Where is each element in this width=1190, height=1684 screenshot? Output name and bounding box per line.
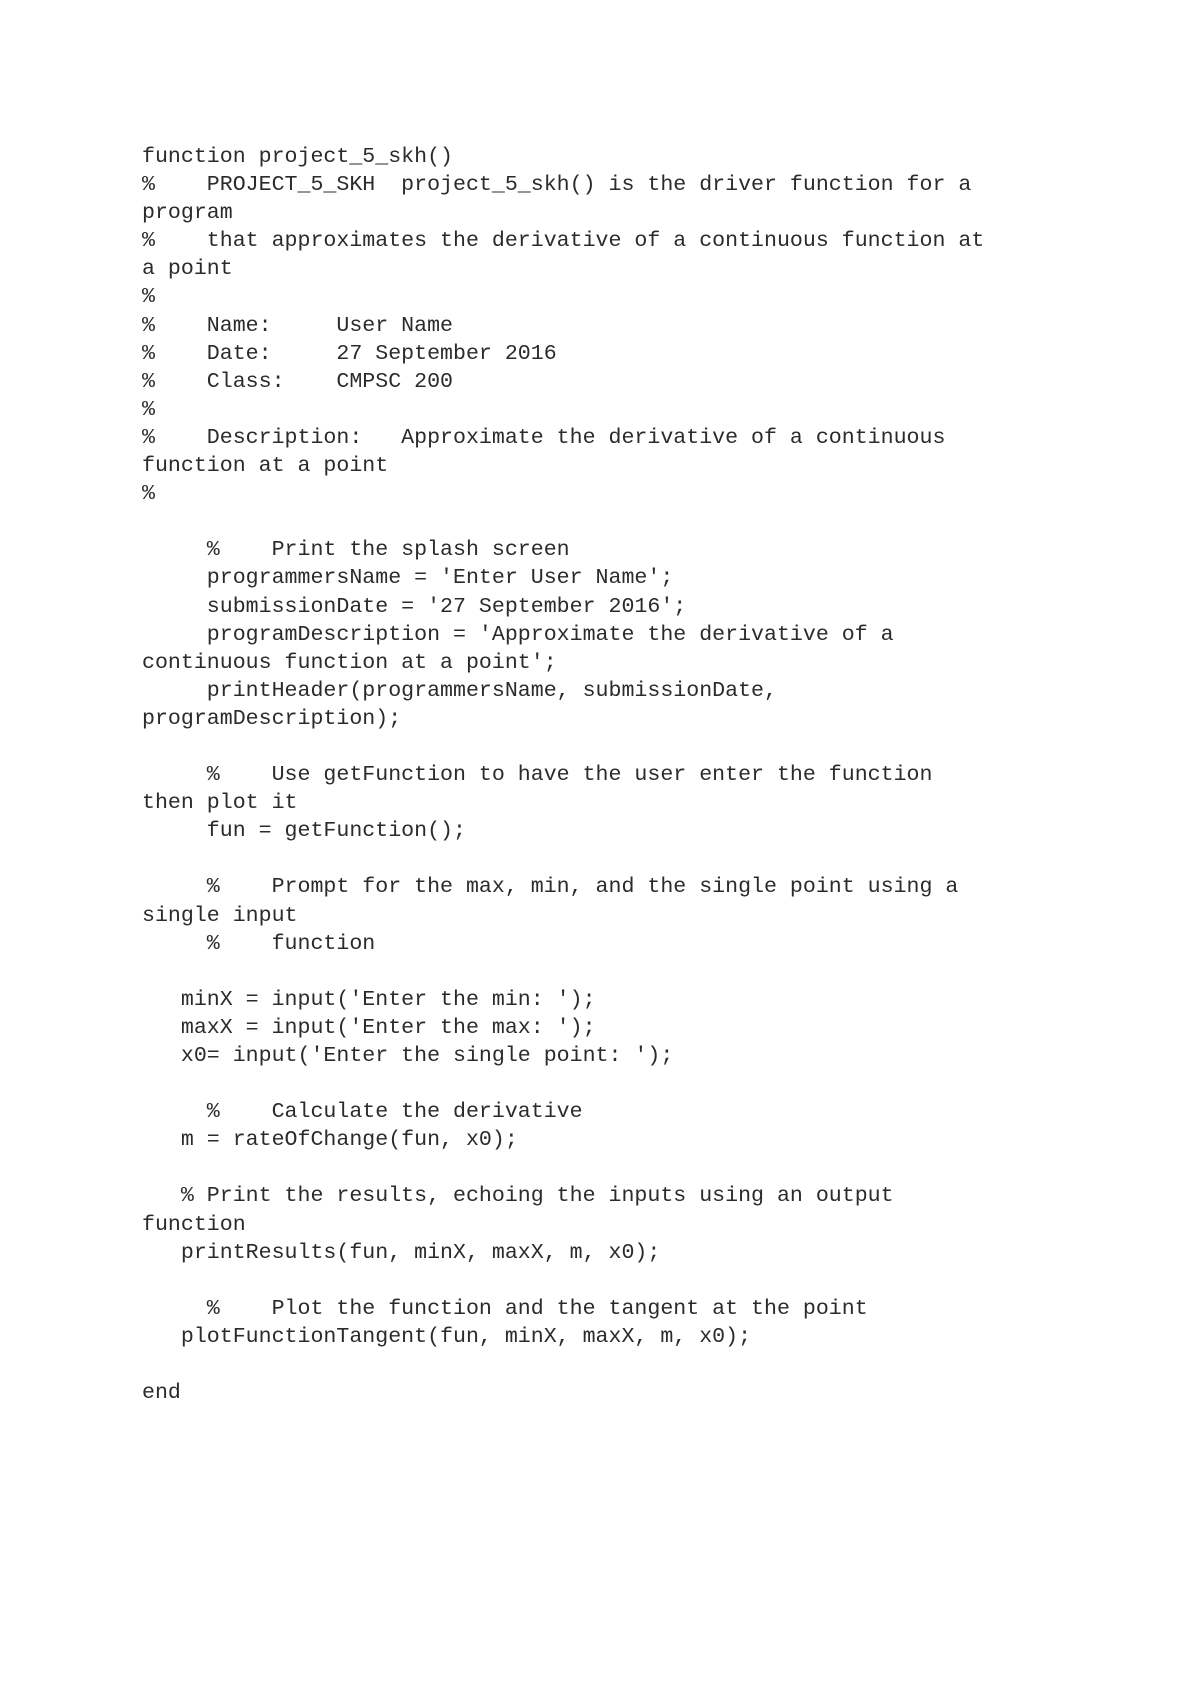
code-line: % Name: User Name — [142, 313, 454, 338]
code-line: % Print the splash screen — [142, 538, 570, 563]
code-line: % Prompt for the max, min, and the single point using a — [142, 875, 959, 900]
code-line: minX = input('Enter the min: '); — [142, 987, 596, 1012]
code-line: function at a point — [142, 454, 389, 479]
code-line: % Plot the function and the tangent at the point — [142, 1296, 868, 1321]
code-line: % PROJECT_5_SKH project_5_skh() is the driver function for a — [142, 173, 972, 198]
code-line — [142, 1154, 1072, 1182]
code-line: % — [142, 482, 155, 507]
code-line: % Class: CMPSC 200 — [142, 369, 454, 394]
code-line: m = rateOfChange(fun, x0); — [142, 1128, 518, 1153]
code-line: printHeader(programmersName, submissionDate, — [142, 678, 777, 703]
code-listing — [142, 143, 1072, 1407]
code-line: maxX = input('Enter the max: '); — [142, 1015, 596, 1040]
code-line: fun = getFunction(); — [142, 819, 466, 844]
code-line: function — [142, 1212, 246, 1237]
code-line: % Print the results, echoing the inputs using an output — [142, 1184, 894, 1209]
code-line: programDescription); — [142, 706, 402, 731]
code-line: continuous function at a point'; — [142, 650, 557, 675]
code-line: printResults(fun, minX, maxX, m, x0); — [142, 1240, 661, 1265]
code-line — [142, 1267, 1072, 1295]
code-line — [142, 508, 1072, 536]
code-line: % Date: 27 September 2016 — [142, 341, 557, 366]
code-line: programmersName = 'Enter User Name'; — [142, 566, 674, 591]
code-line: plotFunctionTangent(fun, minX, maxX, m, x0); — [142, 1324, 752, 1349]
code-line — [142, 845, 1072, 873]
code-line: program — [142, 201, 233, 226]
code-line: % Calculate the derivative — [142, 1100, 583, 1125]
code-line: % Use getFunction to have the user enter the function — [142, 763, 933, 788]
code-line: programDescription = 'Approximate the derivative of a — [142, 622, 894, 647]
code-line: end — [142, 1381, 181, 1406]
code-line: submissionDate = '27 September 2016'; — [142, 594, 687, 619]
code-line: % that approximates the derivative of a continuous function at — [142, 229, 985, 254]
code-line: % function — [142, 931, 376, 956]
code-line: % — [142, 285, 155, 310]
code-line — [142, 1351, 1072, 1379]
code-line — [142, 958, 1072, 986]
code-line: then plot it — [142, 791, 298, 816]
code-line: % Description: Approximate the derivative of a continuous — [142, 425, 946, 450]
code-line — [142, 1070, 1072, 1098]
code-line: a point — [142, 257, 233, 282]
code-line: single input — [142, 903, 298, 928]
code-line: function project_5_skh() — [142, 145, 454, 169]
code-line: % — [142, 397, 155, 422]
code-line — [142, 733, 1072, 761]
code-line: x0= input('Enter the single point: '); — [142, 1044, 674, 1068]
